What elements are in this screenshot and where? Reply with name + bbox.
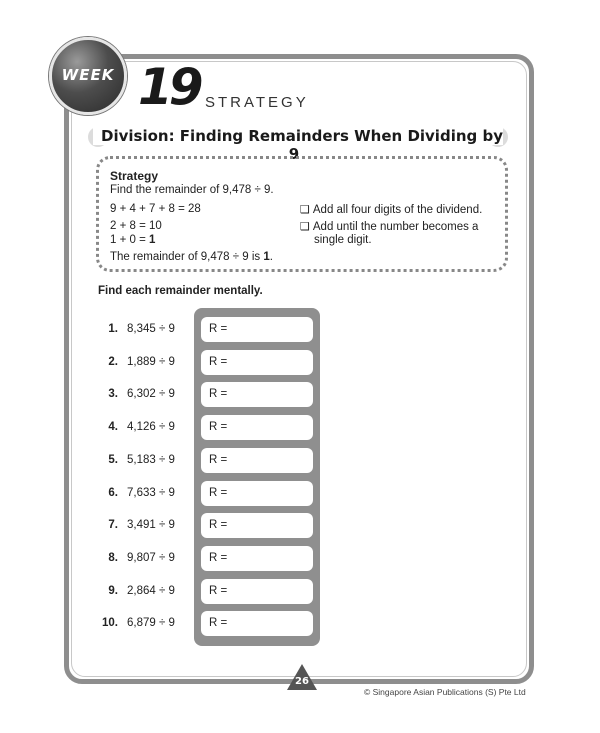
question-expression: 1,889 ÷ 9 [127, 356, 175, 368]
title-bar [88, 124, 508, 163]
strategy-tip-2-text: Add until the number becomes a [312, 221, 479, 233]
question-number: 10. [102, 617, 118, 629]
answer-field[interactable]: R = [201, 611, 313, 636]
strategy-problem: Find the remainder of 9,478 ÷ 9. [110, 184, 274, 196]
strategy-tip-1-text: Add all four digits of the dividend. [312, 204, 483, 216]
checkbox-icon: ❑ [300, 220, 310, 233]
strategy-answer [110, 251, 273, 263]
answer-field[interactable]: R = [201, 448, 313, 473]
strategy-box [96, 156, 508, 272]
question-expression: 2,864 ÷ 9 [127, 585, 175, 597]
copyright: © Singapore Asian Publications (S) Pte Ltd [364, 687, 526, 697]
question-expression: 5,183 ÷ 9 [127, 454, 175, 466]
worksheet-title-text: Division: Finding Remainders When Dividing by 9 [93, 127, 503, 163]
question-number: 2. [108, 356, 118, 368]
answer-field[interactable]: R = [201, 415, 313, 440]
question-expression: 6,302 ÷ 9 [127, 388, 175, 400]
strategy-tip-2-continued: single digit. [314, 234, 372, 246]
question-number: 7. [108, 519, 118, 531]
week-number: 19 [138, 58, 200, 116]
question-expression: 4,126 ÷ 9 [127, 421, 175, 433]
question-number: 4. [108, 421, 118, 433]
question-number: 8. [108, 552, 118, 564]
page-number: 26 [295, 676, 309, 687]
question-number: 1. [108, 323, 118, 335]
answer-field[interactable]: R = [201, 350, 313, 375]
question-expression: 8,345 ÷ 9 [127, 323, 175, 335]
question-number: 3. [108, 388, 118, 400]
answer-field[interactable]: R = [201, 546, 313, 571]
strategy-heading: Strategy [110, 169, 159, 183]
instruction: Find each remainder mentally. [98, 285, 263, 297]
question-number: 6. [108, 487, 118, 499]
answer-field[interactable]: R = [201, 317, 313, 342]
question-expression: 9,807 ÷ 9 [127, 552, 175, 564]
question-number: 9. [108, 585, 118, 597]
strategy-step-3-result: 1 [149, 234, 156, 246]
week-badge [49, 37, 127, 115]
answer-field[interactable]: R = [201, 513, 313, 538]
answer-field[interactable]: R = [201, 481, 313, 506]
question-expression: 7,633 ÷ 9 [127, 487, 175, 499]
week-label: WEEK [61, 66, 115, 84]
strategy-tip-1 [300, 203, 482, 216]
question-expression: 6,879 ÷ 9 [127, 617, 175, 629]
strategy-step-3-text: 1 + 0 = [110, 234, 150, 246]
checkbox-icon: ❑ [300, 203, 310, 216]
strategy-step-2: 2 + 8 = 10 [110, 220, 162, 232]
question-expression: 3,491 ÷ 9 [127, 519, 175, 531]
answer-field[interactable]: R = [201, 579, 313, 604]
strategy-answer-period: . [269, 251, 273, 263]
strategy-step-3 [110, 234, 155, 246]
section-label: STRATEGY [205, 94, 309, 111]
strategy-answer-result: 1 [263, 251, 270, 263]
strategy-tip-2 [300, 220, 478, 233]
question-number: 5. [108, 454, 118, 466]
answer-field[interactable]: R = [201, 382, 313, 407]
strategy-answer-text: The remainder of 9,478 ÷ 9 is [110, 251, 264, 263]
strategy-step-1: 9 + 4 + 7 + 8 = 28 [110, 203, 201, 215]
